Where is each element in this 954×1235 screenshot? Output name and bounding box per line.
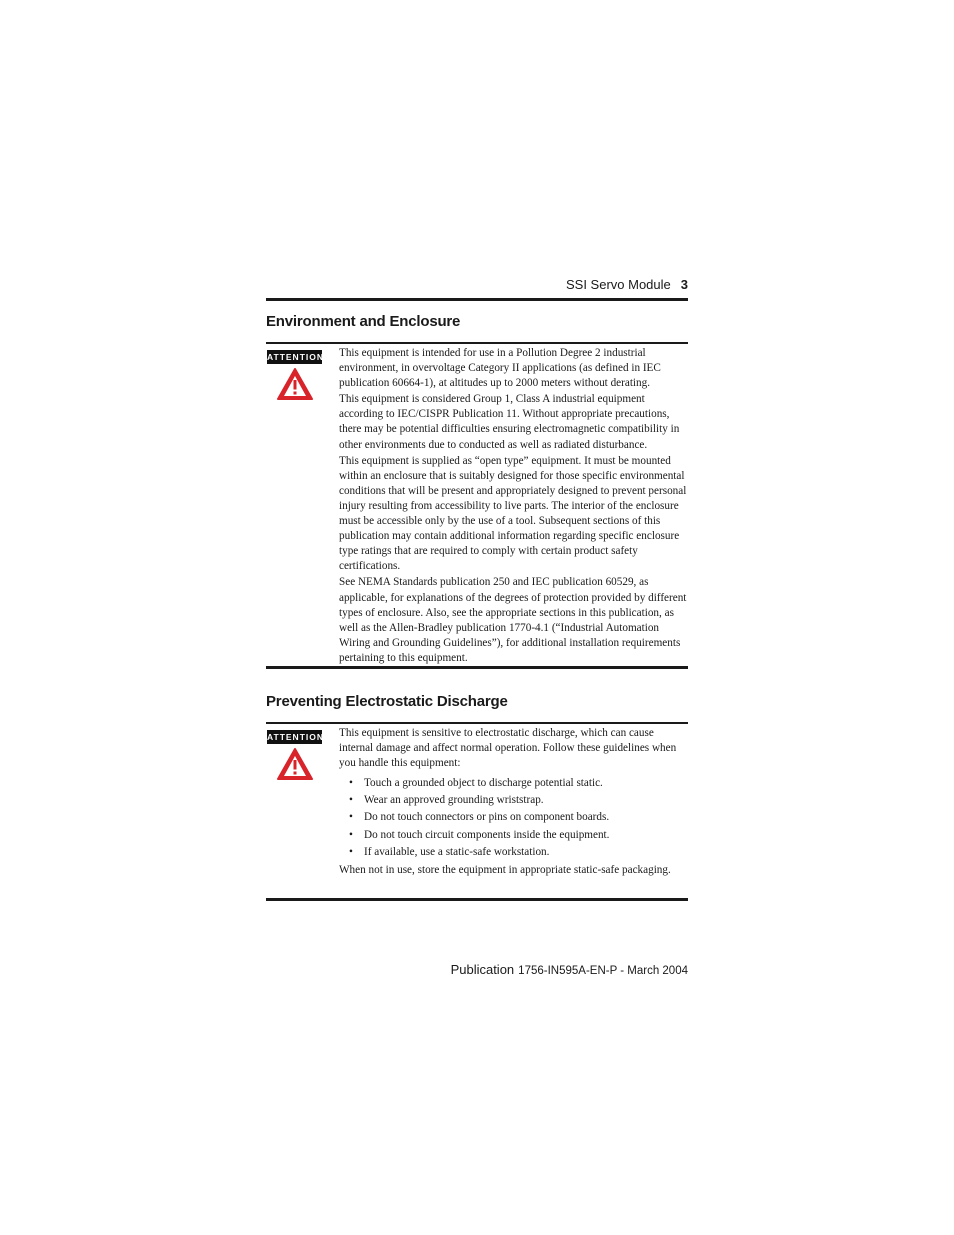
bullet-icon: • — [349, 828, 353, 841]
section-rule-bottom — [266, 666, 688, 669]
list-item: • Do not touch circuit components inside the equipment. — [339, 828, 689, 843]
section-title-environment: Environment and Enclosure — [266, 313, 461, 330]
section-rule-bottom — [266, 898, 688, 901]
page-number: 3 — [680, 277, 688, 292]
esd-intro: This equipment is sensitive to electrostatic discharge, which can cause internal damage and affect normal operation. Follow these guidelines when you handle this equipment: — [339, 727, 677, 770]
header-title: SSI Servo Module — [565, 277, 671, 292]
warning-triangle-icon — [276, 747, 314, 781]
list-item: • If available, use a static-safe workstation. — [339, 845, 689, 860]
section-rule-top — [266, 342, 688, 344]
header-rule — [266, 298, 688, 301]
page-footer — [266, 961, 688, 980]
list-item: • Touch a grounded object to discharge potential static. — [339, 776, 689, 791]
bullet-icon: • — [349, 845, 353, 858]
bullet-icon: • — [349, 794, 353, 807]
bullet-icon: • — [349, 777, 353, 790]
paragraph: See NEMA Standards publication 250 and IEC publication 60529, as applicable, for explanations of the degrees of protection provided by different types of enclosure. Also, see the appropriate sections in this publication, as well as the Allen-Bradley publication 1770-4.1 (“Industrial Automation Wiring and Grounding Guidelines”), for additional installation requirements pertaining to this equipment. — [339, 576, 687, 664]
list-item: • Do not touch connectors or pins on component boards. — [339, 810, 689, 825]
warning-triangle-icon — [276, 367, 314, 401]
attention-badge: ATTENTION — [267, 352, 325, 362]
attention-badge: ATTENTION — [267, 732, 325, 742]
list-item: • Wear an approved grounding wriststrap. — [339, 793, 689, 808]
section-rule-top — [266, 722, 688, 724]
bullet-icon: • — [349, 811, 353, 824]
esd-text — [339, 726, 689, 879]
running-header — [266, 276, 688, 294]
section-title-esd: Preventing Electrostatic Discharge — [266, 693, 508, 710]
publication-number: 1756-IN595A-EN-P - March 2004 — [518, 965, 688, 977]
paragraph: This equipment is supplied as “open type” equipment. It must be mounted within an enclosure that is suitably designed for those specific environmental conditions that will be present and appropriately designed to prevent personal injury resulting from accessibility to live parts. The interior of the enclosure must be accessible only by the use of a tool. Subsequent sections of this publication may contain additional information regarding specific enclosure type ratings that are required to comply with certain product safety certifications. — [339, 454, 687, 573]
footer-label: Publication — [450, 962, 515, 977]
esd-guidelines-list — [339, 776, 689, 859]
esd-closing: When not in use, store the equipment in appropriate static-safe packaging. — [339, 863, 671, 876]
environment-text — [339, 346, 689, 667]
paragraph: This equipment is considered Group 1, Class A industrial equipment according to IEC/CISPR Publication 11. Without appropriate precautions, there may be potential difficulties ensuring electromagnetic compatibility in other environments due to conducted as well as radiated disturbance. — [339, 393, 680, 451]
paragraph: This equipment is intended for use in a Pollution Degree 2 industrial environment, in overvoltage Category II applications (as defined in IEC publication 60664-1), at altitudes up to 2000 meters without derating. — [339, 347, 661, 390]
